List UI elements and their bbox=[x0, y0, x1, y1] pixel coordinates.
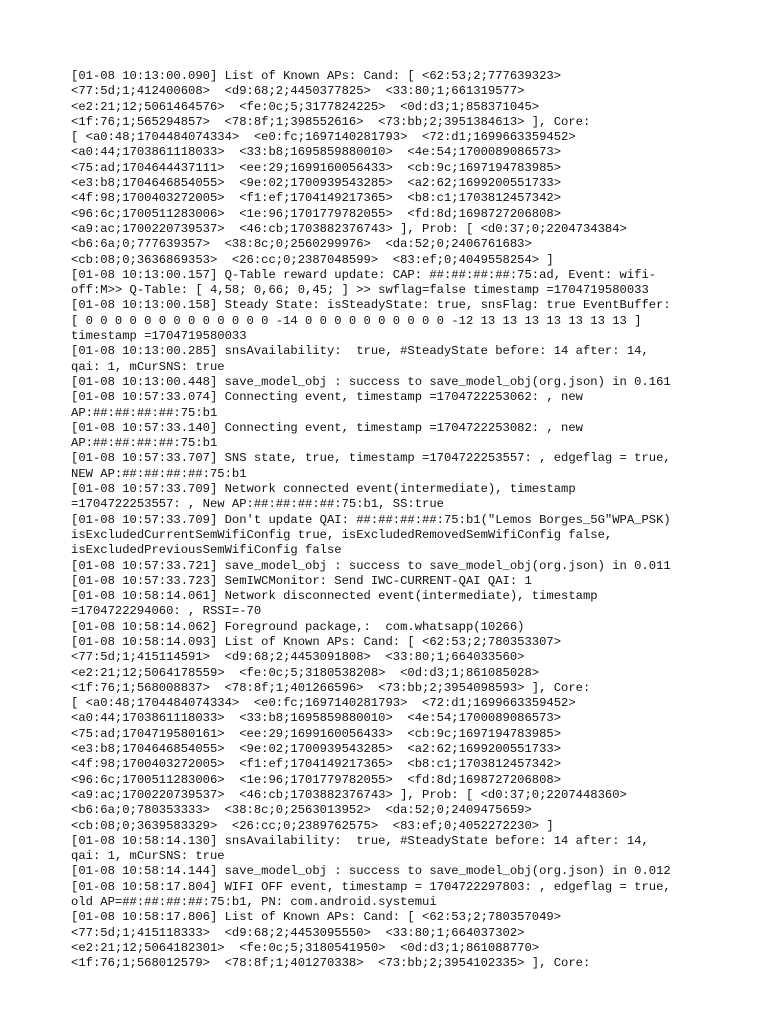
log-line: <a0:44;1703861118033> <33:b8;1695859880010> <4e:54;1700089086573> bbox=[71, 145, 562, 160]
log-line: <77:5d;1;412400608> <d9:68;2;4450377825> <33:80;1;661319577> bbox=[71, 84, 525, 99]
log-line: <cb:08;0;3636869353> <26:cc;0;2387048599> <83:ef;0;4049558254> ] bbox=[71, 252, 554, 267]
log-line: qai: 1, mCurSNS: true bbox=[71, 849, 225, 864]
log-line: <cb:08;0;3639583329> <26:cc;0;2389762575> <83:ef;0;4052272230> ] bbox=[71, 818, 554, 833]
log-line: [ 0 0 0 0 0 0 0 0 0 0 0 0 0 -14 0 0 0 0 0 0 0 0 0 0 -12 13 13 13 13 13 13 13 ] bbox=[71, 313, 642, 328]
log-line: [01-08 10:58:14.062] Foreground package,: com.whatsapp(10266) bbox=[71, 619, 525, 634]
log-line: <b6:6a;0;777639357> <38:8c;0;2560299976> <da:52;0;2406761683> bbox=[71, 237, 532, 252]
log-line: <96:6c;1700511283006> <1e:96;1701779782055> <fd:8d;1698727206808> bbox=[71, 772, 562, 787]
log-line: [01-08 10:13:00.157] Q-Table reward update: CAP: ##:##:##:##:75:ad, Event: wifi- bbox=[71, 267, 657, 282]
log-line: <e2:21;12;5064182301> <fe:0c;5;3180541950> <0d:d3;1;861088770> bbox=[71, 940, 540, 955]
log-line: AP:##:##:##:##:75:b1 bbox=[71, 436, 218, 451]
log-line: [01-08 10:58:14.093] List of Known APs: Cand: [ <62:53;2;780353307> bbox=[71, 634, 562, 649]
log-line: [01-08 10:58:14.144] save_model_obj : success to save_model_obj(org.json) in 0.012 bbox=[71, 864, 671, 879]
log-line: NEW AP:##:##:##:##:75:b1 bbox=[71, 466, 247, 481]
log-line: [01-08 10:57:33.723] SemIWCMonitor: Send IWC-CURRENT-QAI QAI: 1 bbox=[71, 573, 532, 588]
log-line: <77:5d;1;415114591> <d9:68;2;4453091808> <33:80;1;664033560> bbox=[71, 650, 525, 665]
log-line: [01-08 10:57:33.707] SNS state, true, timestamp =1704722253557: , edgeflag = true, bbox=[71, 451, 671, 466]
log-line: isExcludedCurrentSemWifiConfig true, isExcludedRemovedSemWifiConfig false, bbox=[71, 527, 613, 542]
log-line: <1f:76;1;568008837> <78:8f;1;401266596> <73:bb;2;3954098593> ], Core: bbox=[71, 680, 591, 695]
log-line: [01-08 10:13:00.158] Steady State: isSteadyState: true, snsFlag: true EventBuffer: bbox=[71, 298, 671, 313]
log-line: <1f:76;1;565294857> <78:8f;1;398552616> <73:bb;2;3951384613> ], Core: bbox=[71, 114, 591, 129]
log-line: [01-08 10:13:00.090] List of Known APs: Cand: [ <62:53;2;777639323> bbox=[71, 69, 562, 83]
log-line: old AP=##:##:##:##:75:b1, PN: com.android.systemui bbox=[71, 895, 437, 910]
log-line: AP:##:##:##:##:75:b1 bbox=[71, 405, 218, 420]
log-line: =1704722294060: , RSSI=-70 bbox=[71, 604, 262, 619]
log-line: <e3:b8;1704646854055> <9e:02;1700939543285> <a2:62;1699200551733> bbox=[71, 176, 562, 191]
log-line: [01-08 10:57:33.709] Don't update QAI: ##:##:##:##:75:b1("Lemos Borges_5G"WPA_PSK) bbox=[71, 512, 671, 527]
log-document bbox=[71, 69, 701, 972]
log-line: =1704722253557: , New AP:##:##:##:##:75:b1, SS:true bbox=[71, 497, 444, 512]
log-line: <e3:b8;1704646854055> <9e:02;1700939543285> <a2:62;1699200551733> bbox=[71, 742, 562, 757]
log-line: <e2:21;12;5061464576> <fe:0c;5;3177824225> <0d:d3;1;858371045> bbox=[71, 99, 540, 114]
log-line: <a9:ac;1700220739537> <46:cb;1703882376743> ], Prob: [ <d0:37;0;2207448360> bbox=[71, 787, 627, 802]
log-line: [01-08 10:57:33.140] Connecting event, timestamp =1704722253082: , new bbox=[71, 420, 583, 435]
log-line: off:M>> Q-Table: [ 4,58; 0,66; 0,45; ] >> swflag=false timestamp =1704719580033 bbox=[71, 283, 649, 298]
log-line: [01-08 10:57:33.721] save_model_obj : success to save_model_obj(org.json) in 0.011 bbox=[71, 558, 671, 573]
log-line: timestamp =1704719580033 bbox=[71, 329, 247, 344]
log-line: <75:ad;1704719580161> <ee:29;1699160056433> <cb:9c;1697194783985> bbox=[71, 726, 562, 741]
log-line: [01-08 10:57:33.709] Network connected event(intermediate), timestamp bbox=[71, 482, 576, 497]
log-line: <4f:98;1700403272005> <f1:ef;1704149217365> <b8:c1;1703812457342> bbox=[71, 757, 562, 772]
log-line: [01-08 10:58:14.061] Network disconnected event(intermediate), timestamp bbox=[71, 589, 598, 604]
log-line: [01-08 10:13:00.448] save_model_obj : success to save_model_obj(org.json) in 0.161 bbox=[71, 374, 671, 389]
log-line: [01-08 10:58:17.804] WIFI OFF event, timestamp = 1704722297803: , edgeflag = true, bbox=[71, 879, 671, 894]
log-line: <77:5d;1;415118333> <d9:68;2;4453095550> <33:80;1;664037302> bbox=[71, 925, 525, 940]
log-line: <96:6c;1700511283006> <1e:96;1701779782055> <fd:8d;1698727206808> bbox=[71, 206, 562, 221]
log-line: [ <a0:48;1704484074334> <e0:fc;1697140281793> <72:d1;1699663359452> bbox=[71, 130, 576, 145]
log-line: <e2:21;12;5064178559> <fe:0c;5;3180538208> <0d:d3;1;861085028> bbox=[71, 665, 540, 680]
log-line: qai: 1, mCurSNS: true bbox=[71, 359, 225, 374]
log-line: <a9:ac;1700220739537> <46:cb;1703882376743> ], Prob: [ <d0:37;0;2204734384> bbox=[71, 221, 627, 236]
log-line: <1f:76;1;568012579> <78:8f;1;401270338> <73:bb;2;3954102335> ], Core: bbox=[71, 956, 591, 971]
log-line: [01-08 10:58:17.806] List of Known APs: Cand: [ <62:53;2;780357049> bbox=[71, 910, 562, 925]
log-line: <b6:6a;0;780353333> <38:8c;0;2563013952> <da:52;0;2409475659> bbox=[71, 803, 532, 818]
log-line: <a0:44;1703861118033> <33:b8;1695859880010> <4e:54;1700089086573> bbox=[71, 711, 562, 726]
log-line: [01-08 10:57:33.074] Connecting event, timestamp =1704722253062: , new bbox=[71, 390, 583, 405]
log-line: [ <a0:48;1704484074334> <e0:fc;1697140281793> <72:d1;1699663359452> bbox=[71, 696, 576, 711]
log-line: <75:ad;1704644437111> <ee:29;1699160056433> <cb:9c;1697194783985> bbox=[71, 160, 562, 175]
log-line: isExcludedPreviousSemWifiConfig false bbox=[71, 543, 342, 558]
log-line: [01-08 10:13:00.285] snsAvailability: true, #SteadyState before: 14 after: 14, bbox=[71, 344, 649, 359]
log-line: [01-08 10:58:14.130] snsAvailability: true, #SteadyState before: 14 after: 14, bbox=[71, 833, 649, 848]
log-line: <4f:98;1700403272005> <f1:ef;1704149217365> <b8:c1;1703812457342> bbox=[71, 191, 562, 206]
